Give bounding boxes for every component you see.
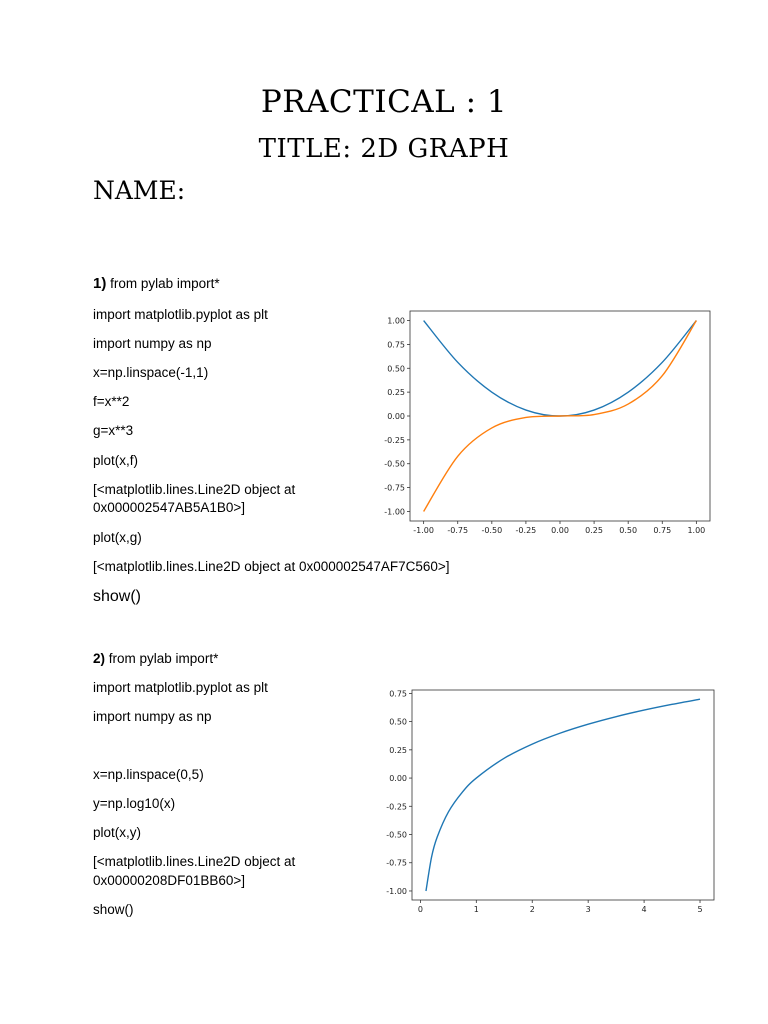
series-line-1 bbox=[424, 321, 697, 416]
code-line: x=np.linspace(0,5) bbox=[93, 767, 204, 782]
code-line: y=np.log10(x) bbox=[93, 796, 176, 811]
x-tick-label: 1 bbox=[473, 905, 479, 914]
y-tick-label: -1.00 bbox=[386, 886, 407, 896]
y-tick-label: -0.75 bbox=[386, 858, 407, 868]
chart-log10 bbox=[368, 662, 750, 934]
series-line-2 bbox=[424, 321, 697, 512]
x-tick-label: 2 bbox=[529, 905, 535, 914]
chart-x2-x3 bbox=[362, 283, 746, 548]
x-tick-label: -0.25 bbox=[515, 526, 537, 535]
code-line: f=x**2 bbox=[93, 394, 130, 409]
y-tick-label: 0.50 bbox=[389, 717, 407, 727]
code-line: [<matplotlib.lines.Line2D object at bbox=[93, 482, 296, 497]
y-tick-label: 0.00 bbox=[387, 412, 405, 421]
code-line: plot(x,y) bbox=[93, 825, 142, 840]
x-tick-label: 4 bbox=[641, 905, 647, 914]
code-line: import numpy as np bbox=[93, 709, 212, 724]
code-line: plot(x,f) bbox=[93, 453, 139, 468]
y-tick-label: -0.75 bbox=[384, 483, 405, 493]
y-tick-label: -1.00 bbox=[384, 507, 405, 517]
plot-frame bbox=[412, 690, 714, 900]
section-number: 2) bbox=[93, 651, 106, 666]
y-tick-label: -0.50 bbox=[384, 459, 405, 469]
code-line: show() bbox=[93, 902, 134, 917]
x-tick-label: -0.75 bbox=[447, 526, 469, 535]
x-tick-label: 0.25 bbox=[585, 526, 603, 535]
y-tick-label: -0.25 bbox=[386, 802, 407, 812]
y-tick-label: -0.50 bbox=[386, 830, 407, 840]
x-tick-label: 0.50 bbox=[619, 526, 638, 535]
practical-title: TITLE: 2D GRAPH bbox=[258, 134, 510, 164]
y-tick-label: 0.00 bbox=[389, 774, 407, 784]
y-tick-label: 0.75 bbox=[387, 340, 405, 350]
code-line: import matplotlib.pyplot as plt bbox=[93, 680, 268, 695]
y-tick-label: -0.25 bbox=[384, 435, 405, 445]
x-tick-label: -0.50 bbox=[481, 526, 503, 535]
y-tick-label: 1.00 bbox=[387, 316, 405, 326]
x-tick-label: 1.00 bbox=[687, 526, 706, 535]
code-line: 1) from pylab import* bbox=[93, 275, 220, 292]
y-tick-label: 0.75 bbox=[389, 689, 407, 699]
code-line: show() bbox=[93, 588, 142, 605]
code-line: plot(x,g) bbox=[93, 530, 142, 545]
x-tick-label: 0.75 bbox=[653, 526, 672, 535]
code-line: g=x**3 bbox=[93, 423, 134, 438]
y-tick-label: 0.25 bbox=[387, 388, 405, 398]
code-line: import matplotlib.pyplot as plt bbox=[93, 307, 268, 322]
x-tick-label: 5 bbox=[697, 905, 703, 914]
code-line: 2) from pylab import* bbox=[93, 651, 219, 666]
x-tick-label: 0 bbox=[417, 905, 423, 914]
x-tick-label: 3 bbox=[585, 905, 591, 914]
code-line: import numpy as np bbox=[93, 336, 212, 351]
code-line: 0x000002547AB5A1B0>] bbox=[93, 500, 246, 515]
code-line: [<matplotlib.lines.Line2D object at 0x000002547AF7C560>] bbox=[93, 559, 450, 574]
x-tick-label: 0.00 bbox=[551, 526, 569, 535]
name-label: NAME: bbox=[93, 176, 186, 205]
series-line-1 bbox=[426, 699, 700, 891]
y-tick-label: 0.50 bbox=[387, 364, 405, 374]
y-tick-label: 0.25 bbox=[389, 745, 407, 755]
code-line: x=np.linspace(-1,1) bbox=[93, 365, 209, 380]
practical-heading: PRACTICAL : 1 bbox=[260, 84, 508, 120]
code-line: [<matplotlib.lines.Line2D object at bbox=[93, 854, 296, 869]
x-tick-label: -1.00 bbox=[413, 526, 434, 535]
code-line: 0x00000208DF01BB60>] bbox=[93, 873, 245, 888]
section-number: 1) bbox=[93, 275, 107, 292]
